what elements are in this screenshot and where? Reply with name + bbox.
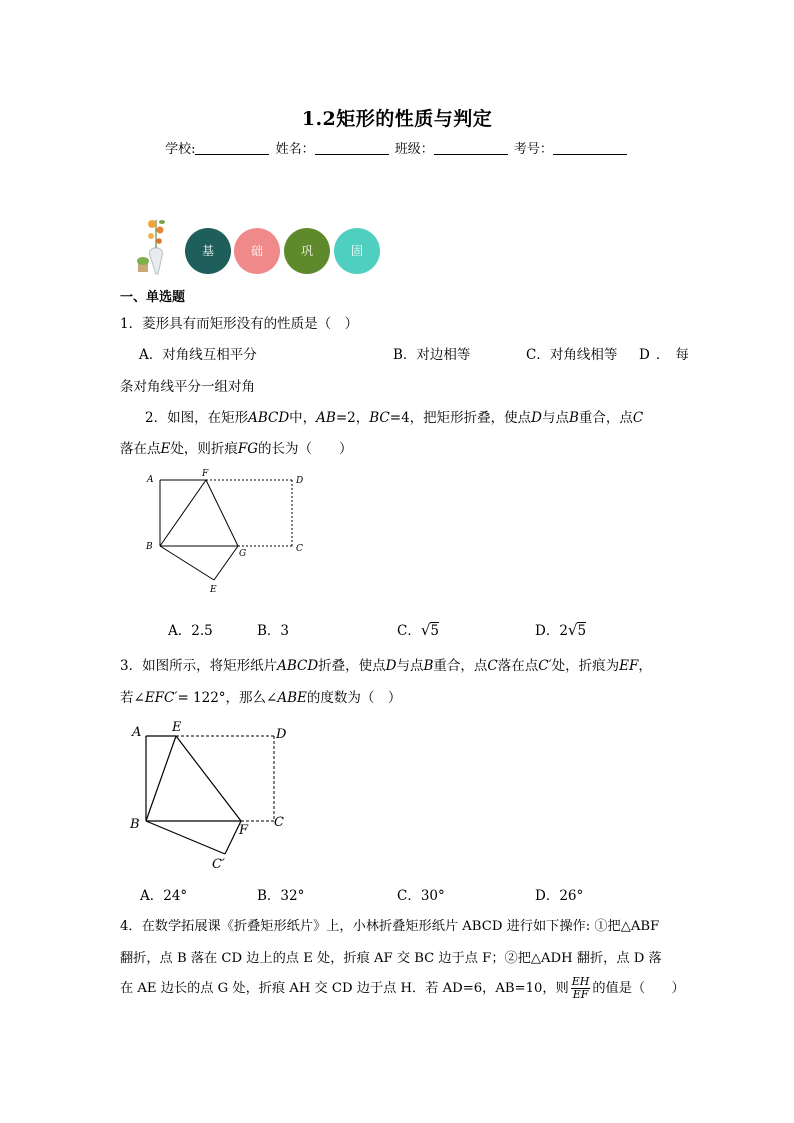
q4-stem-line3: 在 AE 边长的点 G 处，折痕 AH 交 CD 边于点 H．若 AD=6，AB=10，则 $\frac{EH}{EF}$ 的值是（ ）	[120, 975, 685, 1001]
q3-option-a: A．24°	[140, 888, 188, 904]
name-blank	[315, 142, 389, 155]
q1-option-a: A．对角线互相平分	[139, 347, 257, 363]
q3-option-d: D．26°	[535, 888, 584, 904]
q2-stem-line1: 2．如图，在矩形ABCD中，AB=2，BC=4，把矩形折叠，使点D与点B重合，点C	[145, 410, 644, 426]
q2-label-g: G	[239, 549, 247, 559]
q2-option-b: B．3	[257, 623, 290, 639]
q3-label-c-prime: C′	[212, 857, 225, 872]
q3-option-b: B．32°	[257, 888, 305, 904]
q3-figure	[126, 714, 296, 876]
q2-label-a: A	[147, 475, 154, 485]
badge-gong: 巩	[284, 228, 330, 274]
q1-option-c: C．对角线相等	[526, 347, 618, 363]
q2-label-f: F	[202, 469, 209, 479]
badge-ji: 基	[185, 228, 231, 274]
page-title: 1.2矩形的性质与判定	[301, 108, 493, 130]
school-blank	[195, 142, 269, 155]
q2-label-e: E	[210, 585, 217, 595]
q3-label-f: F	[239, 823, 249, 838]
number-label: 考号：	[513, 142, 553, 157]
badge-chu: 础	[234, 228, 280, 274]
q4-stem-line1: 4．在数学拓展课《折叠矩形纸片》上，小林折叠矩形纸片 ABCD 进行如下操作: ①把△ABF	[120, 919, 660, 934]
name-label: 姓名：	[275, 142, 315, 157]
q2-label-c: C	[296, 544, 303, 554]
q2-option-c: C．√5	[397, 621, 439, 639]
number-blank	[553, 142, 627, 155]
plant-vase-icon	[136, 214, 176, 276]
q2-figure	[140, 466, 320, 600]
q1-option-d: D．每	[639, 347, 695, 363]
q2-option-d: D．2√5	[535, 621, 587, 639]
q4-fraction: $\frac{EH}{EF}$	[571, 975, 590, 1001]
q3-label-d: D	[276, 727, 287, 742]
q4-stem-line2: 翻折，点 B 落在 CD 边上的点 E 处，折痕 AF 交 BC 边于点 F；②把△ADH 翻折，点 D 落	[120, 951, 662, 966]
q2-label-d: D	[296, 476, 304, 486]
section-title: 一、单选题	[120, 290, 186, 305]
q3-stem-line1: 3．如图所示，将矩形纸片ABCD折叠，使点D与点B重合，点C落在点C′处，折痕为EF，	[120, 658, 652, 674]
q1-option-b: B．对边相等	[393, 347, 471, 363]
class-label: 班级：	[394, 142, 434, 157]
q1-option-d-continuation: 条对角线平分一组对角	[120, 379, 255, 395]
badge-gu: 固	[334, 228, 380, 274]
class-blank	[434, 142, 508, 155]
q2-label-b: B	[146, 542, 153, 552]
q2-stem-line2: 落在点E处，则折痕FG的长为（ ）	[120, 441, 353, 457]
q3-label-c: C	[274, 815, 284, 830]
q3-label-b: B	[130, 817, 140, 832]
q3-option-c: C．30°	[397, 888, 445, 904]
q2-option-a: A．2.5	[168, 623, 213, 639]
q1-stem: 1．菱形具有而矩形没有的性质是（ ）	[120, 316, 359, 332]
q3-label-a: A	[132, 725, 142, 740]
student-info-line	[0, 138, 794, 157]
q3-stem-line2: 若∠EFC′= 122°，那么∠ABE的度数为（ ）	[120, 690, 402, 706]
school-label: 学校:	[165, 142, 196, 157]
q3-label-e: E	[172, 720, 182, 735]
